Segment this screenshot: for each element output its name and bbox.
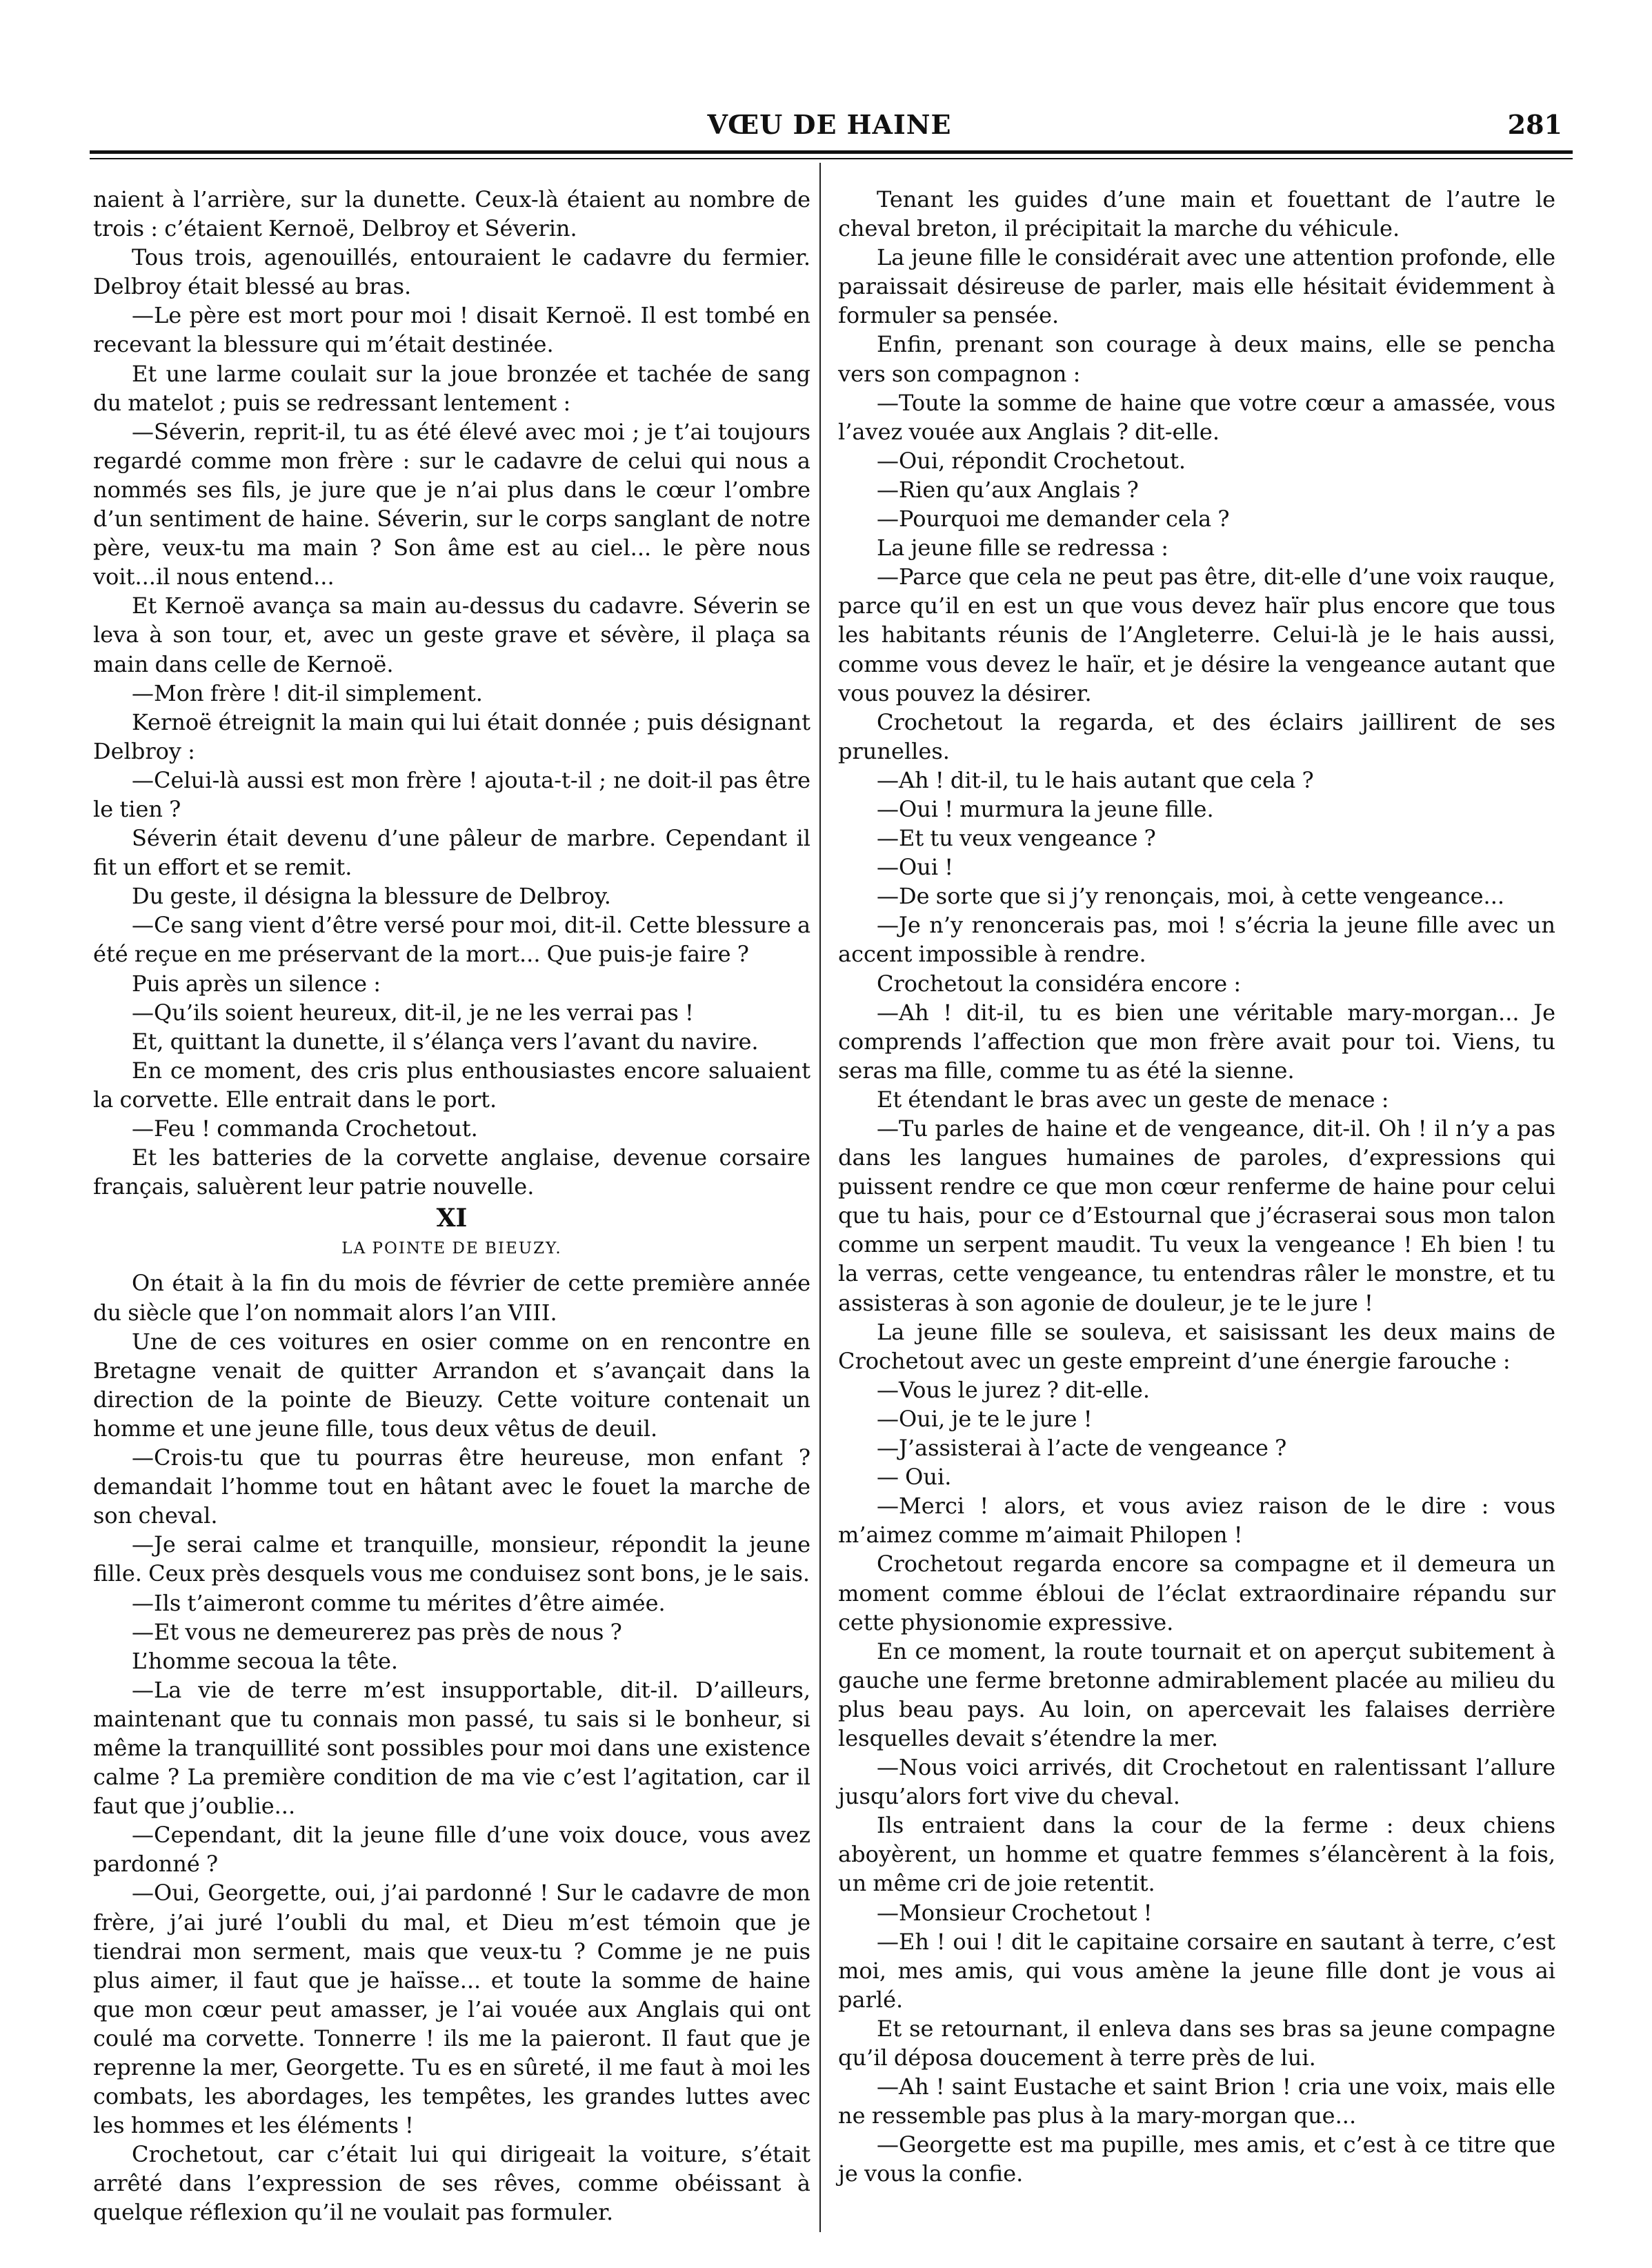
column-divider	[819, 163, 821, 2232]
paragraph: —Oui, je te le jure !	[877, 1405, 1093, 1432]
paragraph: L’homme secoua la tête.	[132, 1647, 399, 1674]
paragraph: Et les batteries de la corvette anglaise, devenue corsaire français, saluèrent leur patrie nouvelle.	[93, 1144, 810, 1200]
paragraph: Crochetout, car c’était lui qui dirigeait la voiture, s’était arrêté dans l’expression de ses rêves, comme obéissant à quelque réflexion qu’il ne voulait pas formuler.	[93, 2141, 810, 2226]
paragraph: Séverin était devenu d’une pâleur de marbre. Cependant il fit un effort et se remit.	[93, 825, 810, 881]
paragraph: —Et vous ne demeurerez pas près de nous ?	[132, 1618, 622, 1645]
paragraph: Tenant les guides d’une main et fouettant de l’autre le cheval breton, il précipitait la marche du véhicule.	[838, 186, 1555, 242]
paragraph: Crochetout la regarda, et des éclairs jaillirent de ses prunelles.	[838, 708, 1555, 764]
left-column	[93, 185, 810, 2227]
paragraph: —Crois-tu que tu pourras être heureuse, mon enfant ? demandait l’homme tout en hâtant avec le fouet la marche de son cheval.	[93, 1444, 810, 1529]
paragraph: Et une larme coulait sur la joue bronzée et tachée de sang du matelot ; puis se redressant lentement :	[93, 360, 810, 416]
paragraph: —Oui, répondit Crochetout.	[877, 447, 1186, 474]
paragraph: Enfin, prenant son courage à deux mains, elle se pencha vers son compagnon :	[838, 331, 1555, 387]
paragraph: —Feu ! commanda Crochetout.	[132, 1115, 478, 1142]
paragraph: —Celui-là aussi est mon frère ! ajouta-t-il ; ne doit-il pas être le tien ?	[93, 766, 810, 822]
paragraph: La jeune fille se souleva, et saisissant les deux mains de Crochetout avec un geste empreint d’une énergie farouche :	[838, 1318, 1555, 1374]
header-rule-thick	[90, 150, 1573, 154]
paragraph: Ils entraient dans la cour de la ferme : deux chiens aboyèrent, un homme et quatre femmes s’élancèrent à la fois, un même cri de joie retentit.	[838, 1812, 1555, 1897]
paragraph: Et Kernoë avança sa main au-dessus du cadavre. Séverin se leva à son tour, et, avec un geste grave et sévère, il plaça sa main dans celle de Kernoë.	[93, 593, 810, 677]
paragraph: —Tu parles de haine et de vengeance, dit-il. Oh ! il n’y a pas dans les langues humaines de paroles, d’expressions qui puissent rendre ce que mon cœur renferme de haine pour celui que tu hais, pour ce d’Estournal que j’écraserai sous mon talon comme un serpent maudit. Tu veux la vengeance ! Eh bien ! tu la verras, cette vengeance, tu entendras râler le monstre, et tu assisteras à son agonie de douleur, je te le jure !	[838, 1115, 1555, 1316]
paragraph: —Ah ! dit-il, tu es bien une véritable mary-morgan... Je comprends l’affection que mon frère avait pour toi. Viens, tu seras ma fille, comme tu as été la sienne.	[838, 999, 1555, 1084]
paragraph: —Oui !	[877, 854, 954, 881]
chapter-number: XI	[436, 1204, 468, 1233]
paragraph: naient à l’arrière, sur la dunette. Ceux-là étaient au nombre de trois : c’étaient Kernoë, Delbroy et Séverin.	[93, 186, 810, 242]
paragraph: —Merci ! alors, et vous aviez raison de le dire : vous m’aimez comme m’aimait Philopen !	[838, 1493, 1555, 1549]
paragraph: —Séverin, reprit-il, tu as été élevé avec moi ; je t’ai toujours regardé comme mon frère : sur le cadavre de celui qui nous a nommés ses fils, je jure que je n’ai plus dans le cœur l’ombre d’un sentiment de haine. Séverin, sur le corps sanglant de notre père, veux-tu ma main ? Son âme est au ciel... le père nous voit...il nous entend...	[93, 418, 810, 590]
paragraph: Du geste, il désigna la blessure de Delbroy.	[132, 883, 611, 910]
paragraph: —Cependant, dit la jeune fille d’une voix douce, vous avez pardonné ?	[93, 1822, 810, 1878]
paragraph: Et, quittant la dunette, il s’élança vers l’avant du navire.	[132, 1028, 759, 1055]
paragraph: —J’assisterai à l’acte de vengeance ?	[877, 1435, 1287, 1462]
paragraph: —Mon frère ! dit-il simplement.	[132, 679, 483, 706]
paragraph: —Et tu veux vengeance ?	[877, 825, 1156, 852]
paragraph: En ce moment, des cris plus enthousiastes encore saluaient la corvette. Elle entrait dans le port.	[93, 1057, 810, 1113]
paragraph: En ce moment, la route tournait et on aperçut subitement à gauche une ferme bretonne admirablement placée au milieu du plus beau pays. Au loin, on apercevait les falaises derrière lesquelles devait s’étendre la mer.	[838, 1638, 1555, 1751]
paragraph: —Rien qu’aux Anglais ?	[877, 476, 1139, 503]
paragraph: La jeune fille le considérait avec une attention profonde, elle paraissait désireuse de parler, mais elle hésitait évidemment à formuler sa pensée.	[838, 244, 1555, 329]
paragraph: —Ah ! saint Eustache et saint Brion ! cria une voix, mais elle ne ressemble pas plus à la mary-morgan que...	[838, 2073, 1555, 2129]
paragraph: —Je n’y renoncerais pas, moi ! s’écria la jeune fille avec un accent impossible à rendre.	[838, 912, 1555, 968]
paragraph: —Je serai calme et tranquille, monsieur, répondit la jeune fille. Ceux près desquels vous me conduisez sont bons, je le sais.	[93, 1531, 810, 1587]
paragraph: —Vous le jurez ? dit-elle.	[877, 1376, 1151, 1403]
paragraph: La jeune fille se redressa :	[877, 535, 1168, 561]
page-number: 281	[1507, 109, 1562, 140]
paragraph: Tous trois, agenouillés, entouraient le cadavre du fermier. Delbroy était blessé au bras.	[93, 244, 810, 300]
paragraph: —Toute la somme de haine que votre cœur a amassée, vous l’avez vouée aux Anglais ? dit-elle.	[838, 389, 1555, 445]
paragraph: —Ce sang vient d’être versé pour moi, dit-il. Cette blessure a été reçue en me préservant de la mort... Que puis-je faire ?	[93, 912, 811, 968]
paragraph: —Pourquoi me demander cela ?	[877, 506, 1230, 533]
paragraph: —La vie de terre m’est insupportable, dit-il. D’ailleurs, maintenant que tu connais mon passé, tu sais si le bonheur, si même la tranquillité sont possibles pour moi dans une existence calme ? La première condition de ma vie c’est l’agitation, car il faut que j’oublie...	[93, 1676, 810, 1820]
paragraph: —Ah ! dit-il, tu le hais autant que cela ?	[877, 766, 1314, 793]
paragraph: —Le père est mort pour moi ! disait Kernoë. Il est tombé en recevant la blessure qui m’était destinée.	[93, 302, 810, 358]
chapter-title: LA POINTE DE BIEUZY.	[341, 1240, 562, 1258]
paragraph: Et se retournant, il enleva dans ses bras sa jeune compagne qu’il déposa doucement à terre près de lui.	[838, 2015, 1555, 2071]
paragraph: —Qu’ils soient heureux, dit-il, je ne les verrai pas !	[132, 999, 694, 1026]
paragraph: Une de ces voitures en osier comme on en rencontre en Bretagne venait de quitter Arrandon et s’avançait dans la direction de la pointe de Bieuzy. Cette voiture contenait un homme et une jeune fille, tous deux vêtus de deuil.	[93, 1328, 810, 1442]
paragraph: On était à la fin du mois de février de cette première année du siècle que l’on nommait alors l’an VIII.	[93, 1270, 810, 1326]
paragraph: Kernoë étreignit la main qui lui était donnée ; puis désignant Delbroy :	[93, 708, 810, 764]
paragraph: —Nous voici arrivés, dit Crochetout en ralentissant l’allure jusqu’alors fort vive du cheval.	[838, 1754, 1555, 1810]
paragraph: —Parce que cela ne peut pas être, dit-elle d’une voix rauque, parce qu’il en est un que vous devez haïr plus encore que tous les habitants réunis de l’Angleterre. Celui-là je le hais aussi, comme vous devez le haïr, et je désire la vengeance autant que vous pouvez la désirer.	[838, 564, 1555, 706]
running-head	[90, 109, 1569, 143]
paragraph: Crochetout la considéra encore :	[877, 970, 1242, 997]
paragraph: —De sorte que si j’y renonçais, moi, à cette vengeance...	[877, 883, 1505, 910]
right-column	[838, 185, 1555, 2188]
paragraph: Et étendant le bras avec un geste de menace :	[877, 1086, 1389, 1113]
paragraph: —Ils t’aimeront comme tu mérites d’être aimée.	[132, 1589, 666, 1616]
paragraph: —Monsieur Crochetout !	[877, 1899, 1153, 1926]
paragraph: —Oui, Georgette, oui, j’ai pardonné ! Sur le cadavre de mon frère, j’ai juré l’oubli du mal, et Dieu m’est témoin que je tiendrai mon serment, mais que veux-tu ? Comme je ne puis plus aimer, il faut que je haïsse... et toute la somme de haine que mon cœur peut amasser, je l’ai vouée aux Anglais qui ont coulé ma corvette. Tonnerre ! ils me la paieront. Il faut que je reprenne la mer, Georgette. Tu es en sûreté, il me faut à moi les combats, les abordages, les tempêtes, les grandes luttes avec les hommes et les éléments !	[93, 1880, 810, 2139]
header-rule-thin	[90, 158, 1573, 159]
paragraph: —Oui ! murmura la jeune fille.	[877, 795, 1214, 822]
running-title: VŒU DE HAINE	[707, 109, 952, 140]
paragraph: Crochetout regarda encore sa compagne et il demeura un moment comme ébloui de l’éclat extraordinaire répandu sur cette physionomie expressive.	[838, 1551, 1555, 1635]
paragraph: —Eh ! oui ! dit le capitaine corsaire en sautant à terre, c’est moi, mes amis, qui vous amène la jeune fille dont je vous ai parlé.	[838, 1928, 1555, 2013]
paragraph: Puis après un silence :	[132, 970, 381, 997]
paragraph: — Oui.	[877, 1464, 952, 1491]
paragraph: —Georgette est ma pupille, mes amis, et c’est à ce titre que je vous la confie.	[838, 2131, 1555, 2187]
